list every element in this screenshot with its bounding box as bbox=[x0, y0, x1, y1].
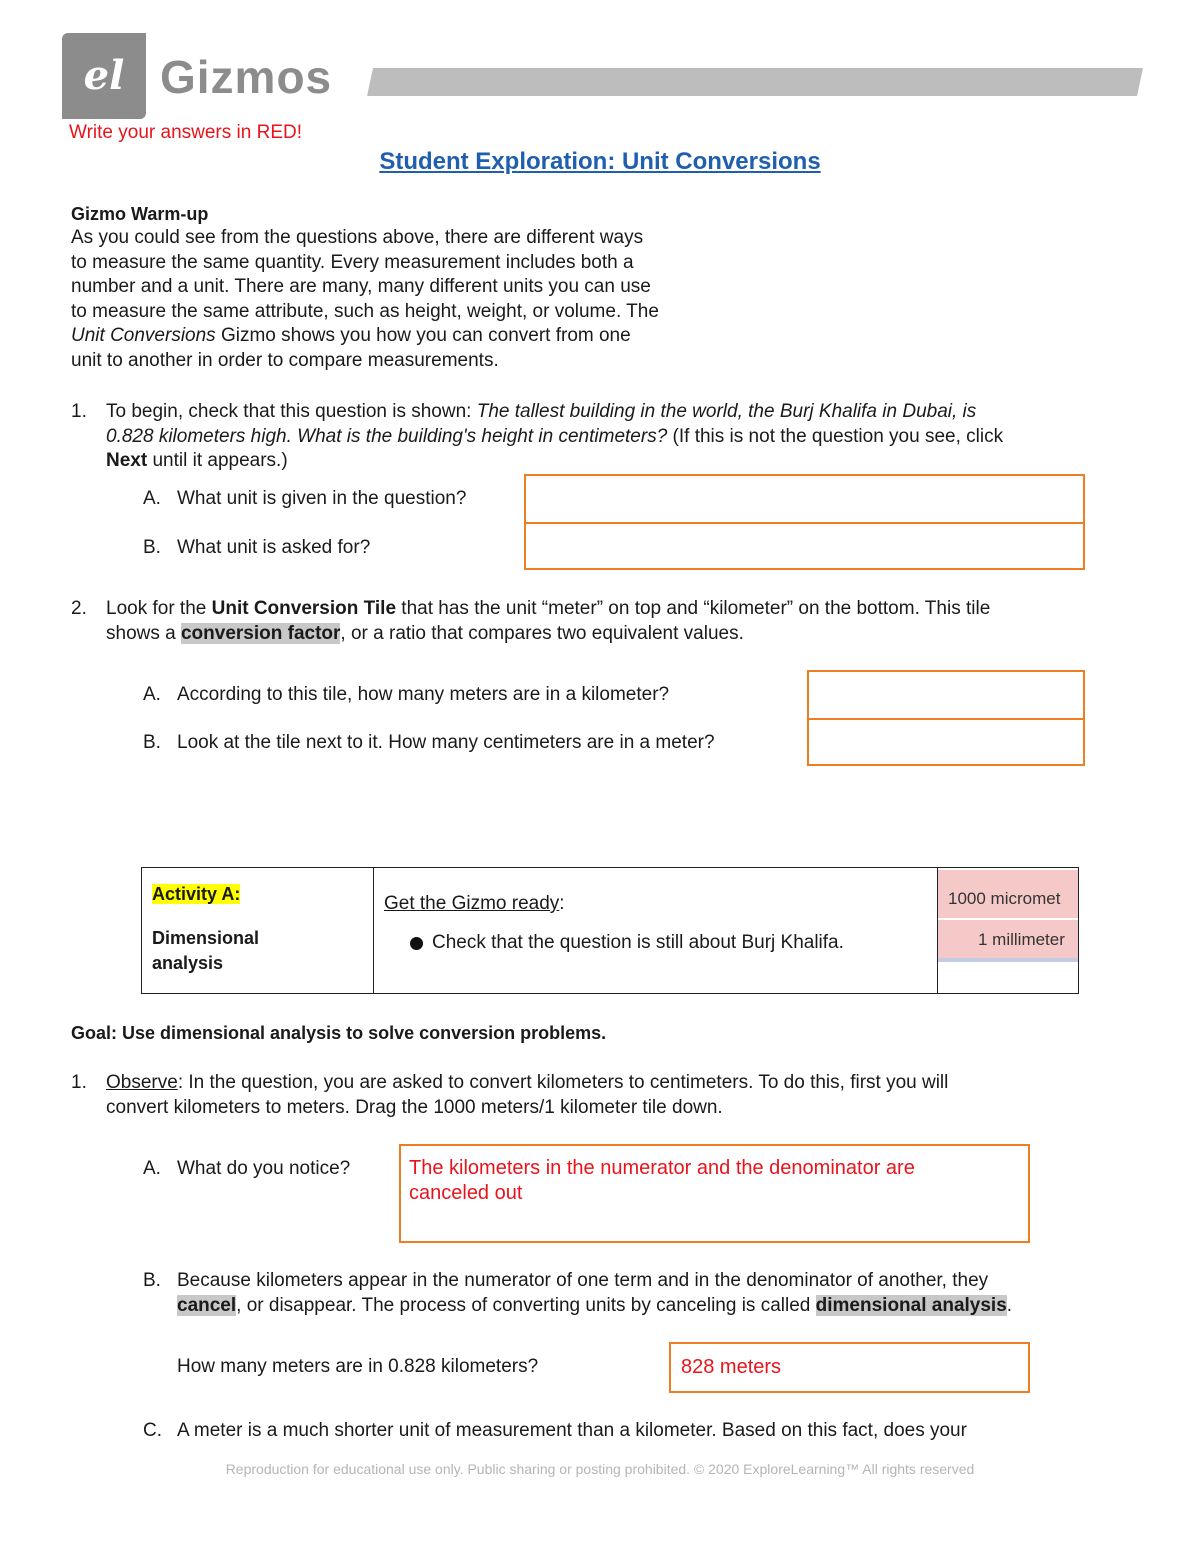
highlight-term: dimensional analysis bbox=[815, 1294, 1007, 1316]
activity-name: Dimensional analysis bbox=[152, 928, 260, 973]
warmup-line: unit to another in order to compare measurements. bbox=[71, 349, 499, 371]
warmup-paragraph bbox=[71, 226, 771, 373]
gizmo-ready-heading: Get the Gizmo ready: bbox=[384, 893, 565, 914]
warmup-heading: Gizmo Warm-up bbox=[71, 204, 209, 224]
header-bar bbox=[367, 68, 1143, 96]
q1b-text: What unit is asked for? bbox=[177, 537, 371, 558]
goal-statement: Goal: Use dimensional analysis to solve conversion problems. bbox=[71, 1023, 607, 1043]
obsb-answer-box[interactable]: 828 meters bbox=[669, 1342, 1030, 1393]
activity-table bbox=[141, 867, 1079, 994]
obsa-text: What do you notice? bbox=[177, 1158, 351, 1179]
q2b-answer-box[interactable] bbox=[807, 718, 1085, 766]
activity-image-cell bbox=[938, 868, 1079, 994]
q2b-letter: B. bbox=[143, 732, 161, 753]
obsa-answer-box[interactable] bbox=[399, 1144, 1030, 1243]
activity-instructions-cell bbox=[374, 868, 938, 994]
gizmo-name: Unit Conversions bbox=[71, 325, 216, 346]
q2a-text: According to this tile, how many meters are in a kilometer? bbox=[177, 684, 670, 705]
obsb-question: How many meters are in 0.828 kilometers? bbox=[177, 1356, 539, 1377]
warmup-line: number and a unit. There are many, many different units you can use bbox=[71, 276, 651, 297]
page-title: Student Exploration: Unit Conversions bbox=[379, 148, 821, 175]
brand-name: Gizmos bbox=[160, 51, 333, 103]
obsb-letter: B. bbox=[143, 1270, 161, 1291]
q2a-letter: A. bbox=[143, 684, 161, 705]
q2b-text: Look at the tile next to it. How many centimeters are in a meter? bbox=[177, 732, 715, 753]
q1a-answer-box[interactable] bbox=[524, 474, 1085, 524]
highlight-term: cancel bbox=[177, 1294, 237, 1316]
q1b-answer-box[interactable] bbox=[524, 522, 1085, 570]
answer-instruction: Write your answers in RED! bbox=[69, 122, 302, 143]
obsc-text: A meter is a much shorter unit of measurement than a kilometer. Based on this fact, does your bbox=[177, 1420, 967, 1441]
q2a-answer-box[interactable] bbox=[807, 670, 1085, 720]
obs-number: 1. bbox=[71, 1072, 87, 1093]
q1b-letter: B. bbox=[143, 537, 161, 558]
obsb-text: Because kilometers appear in the numerator of one term and in the denominator of another, they cancel, or disappear. The process of converting units by canceling is called dimensional analysis. bbox=[177, 1270, 1013, 1316]
warmup-line: to measure the same attribute, such as height, weight, or volume. The bbox=[71, 300, 659, 322]
conversion-tile-bottom: 1 millimeter bbox=[938, 920, 1078, 962]
conversion-tile-top: 1000 micromet bbox=[938, 870, 1078, 918]
activity-label-cell bbox=[142, 868, 374, 994]
warmup-line: to measure the same quantity. Every measurement includes both a bbox=[71, 251, 634, 273]
answer-line: canceled out bbox=[409, 1182, 523, 1204]
highlight-term: conversion factor bbox=[180, 622, 341, 644]
q1-text: To begin, check that this question is shown: The tallest building in the world, the Burj Khalifa in Dubai, is 0.828 kilometers high. What is the building's height in centimeters? (If this is not the question you see, click Next until it appears.) bbox=[106, 401, 1004, 471]
obs-text: Observe: In the question, you are asked to convert kilometers to centimeters. To do this, first you will convert kilometers to meters. Drag the 1000 meters/1 kilometer tile down. bbox=[106, 1072, 949, 1118]
bullet-icon bbox=[410, 937, 423, 950]
activity-bullet: Check that the question is still about Burj Khalifa. bbox=[410, 932, 937, 954]
copyright-footer: Reproduction for educational use only. Public sharing or posting prohibited. © 2020 ExploreLearning™ All rights reserved bbox=[225, 1461, 975, 1477]
activity-label: Activity A: bbox=[152, 884, 241, 904]
warmup-line: As you could see from the questions above, there are different ways bbox=[71, 227, 644, 248]
q1a-text: What unit is given in the question? bbox=[177, 488, 467, 509]
answer-line: The kilometers in the numerator and the denominator are bbox=[409, 1157, 915, 1179]
obsc-letter: C. bbox=[143, 1420, 162, 1441]
q2-number: 2. bbox=[71, 598, 87, 619]
q1a-letter: A. bbox=[143, 488, 161, 509]
warmup-line: Unit Conversions Gizmo shows you how you can convert from one bbox=[71, 325, 631, 346]
obsa-letter: A. bbox=[143, 1158, 161, 1179]
q1-number: 1. bbox=[71, 401, 87, 422]
q2-text: Look for the Unit Conversion Tile that has the unit “meter” on top and “kilometer” on the bottom. This tile shows a conversion factor, or a ratio that compares two equivalent values. bbox=[106, 598, 991, 644]
explorelearning-logo-icon: el bbox=[83, 52, 125, 99]
